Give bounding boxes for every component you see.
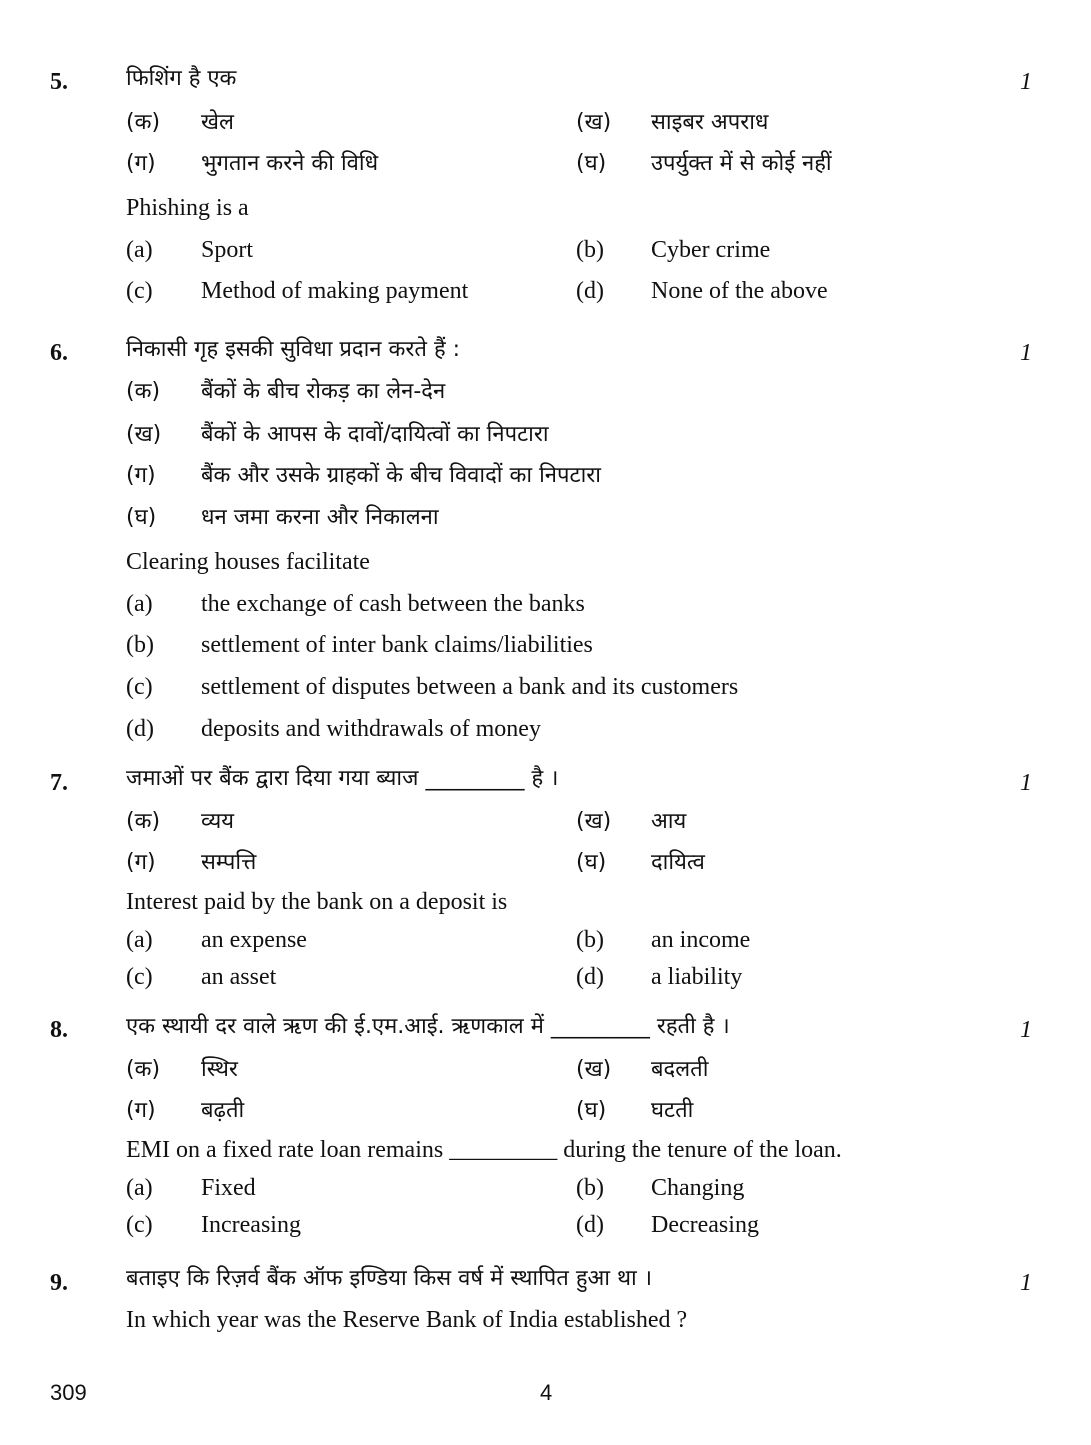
question-stem-english: Interest paid by the bank on a deposit is — [126, 889, 508, 915]
option-text: खेल — [201, 110, 234, 135]
question-stem-english: In which year was the Reserve Bank of India established ? — [126, 1307, 688, 1333]
option-label: (a) — [126, 1175, 153, 1201]
page-number: 4 — [540, 1380, 553, 1405]
option-label: (c) — [126, 964, 153, 990]
option-label: (क) — [126, 110, 161, 135]
option-label: (ग) — [126, 850, 156, 875]
option-label: (घ) — [576, 1098, 607, 1123]
option-label: (घ) — [576, 850, 607, 875]
option-text: बदलती — [651, 1057, 709, 1082]
paper-code: 309 — [50, 1380, 87, 1405]
option-label: (b) — [576, 237, 604, 263]
option-label: (घ) — [126, 505, 157, 530]
option-label: (d) — [576, 1212, 604, 1238]
option-text: Sport — [201, 237, 254, 263]
option-text: Decreasing — [651, 1212, 759, 1238]
option-label: (ख) — [576, 110, 612, 135]
option-label: (b) — [576, 1175, 604, 1201]
option-text: Changing — [651, 1175, 745, 1201]
option-text: the exchange of cash between the banks — [201, 591, 585, 617]
option-text: बैंक और उसके ग्राहकों के बीच विवादों का निपटारा — [201, 463, 601, 488]
question-stem-english: Phishing is a — [126, 195, 249, 221]
question-number: 9. — [50, 1270, 68, 1296]
option-label: (ख) — [126, 422, 162, 447]
option-label: (ग) — [126, 463, 156, 488]
question-stem-hindi: जमाओं पर बैंक द्वारा दिया गया ब्याज _________ है । — [126, 766, 559, 791]
option-text: दायित्व — [651, 850, 705, 875]
question-stem-hindi: बताइए कि रिज़र्व बैंक ऑफ इण्डिया किस वर्ष में स्थापित हुआ था । — [126, 1266, 653, 1291]
option-label: (d) — [126, 716, 154, 742]
option-text: settlement of disputes between a bank and its customers — [201, 674, 739, 700]
option-label: (घ) — [576, 151, 607, 176]
option-text: None of the above — [651, 278, 828, 304]
option-text: Increasing — [201, 1212, 301, 1238]
option-label: (ख) — [576, 809, 612, 834]
option-text: उपर्युक्त में से कोई नहीं — [651, 151, 832, 176]
option-text: an asset — [201, 964, 277, 990]
option-label: (क) — [126, 1057, 161, 1082]
option-text: deposits and withdrawals of money — [201, 716, 541, 742]
marks: 1 — [1020, 340, 1032, 366]
option-label: (c) — [126, 278, 153, 304]
marks: 1 — [1020, 1270, 1032, 1296]
option-text: Cyber crime — [651, 237, 771, 263]
question-stem-hindi: एक स्थायी दर वाले ऋण की ई.एम.आई. ऋणकाल में _________ रहती है । — [126, 1014, 730, 1039]
question-number: 6. — [50, 340, 68, 366]
option-text: व्यय — [201, 809, 235, 834]
marks: 1 — [1020, 69, 1032, 95]
option-label: (a) — [126, 591, 153, 617]
option-text: Fixed — [201, 1175, 256, 1201]
option-text: an expense — [201, 927, 307, 953]
option-label: (b) — [126, 632, 154, 658]
option-text: settlement of inter bank claims/liabilities — [201, 632, 593, 658]
question-number: 8. — [50, 1017, 68, 1043]
option-text: भुगतान करने की विधि — [201, 151, 379, 176]
option-text: सम्पत्ति — [201, 850, 257, 875]
option-label: (ग) — [126, 1098, 156, 1123]
option-text: घटती — [651, 1098, 694, 1123]
option-label: (ग) — [126, 151, 156, 176]
option-label: (ख) — [576, 1057, 612, 1082]
question-number: 7. — [50, 770, 68, 796]
option-text: बैंकों के बीच रोकड़ का लेन-देन — [201, 379, 446, 404]
option-text: आय — [651, 809, 687, 834]
option-text: Method of making payment — [201, 278, 469, 304]
option-label: (क) — [126, 809, 161, 834]
option-label: (b) — [576, 927, 604, 953]
option-label: (d) — [576, 964, 604, 990]
option-label: (क) — [126, 379, 161, 404]
question-number: 5. — [50, 69, 68, 95]
option-label: (c) — [126, 1212, 153, 1238]
question-stem-hindi: फिशिंग है एक — [126, 66, 237, 91]
question-stem-english: EMI on a fixed rate loan remains _________ during the tenure of the loan. — [126, 1137, 842, 1163]
option-label: (a) — [126, 927, 153, 953]
option-label: (a) — [126, 237, 153, 263]
option-text: स्थिर — [201, 1057, 238, 1082]
option-label: (d) — [576, 278, 604, 304]
question-stem-english: Clearing houses facilitate — [126, 549, 370, 575]
option-text: साइबर अपराध — [651, 110, 769, 135]
marks: 1 — [1020, 770, 1032, 796]
option-text: an income — [651, 927, 751, 953]
option-text: a liability — [651, 964, 743, 990]
option-label: (c) — [126, 674, 153, 700]
option-text: धन जमा करना और निकालना — [201, 505, 439, 530]
option-text: बढ़ती — [201, 1098, 245, 1123]
marks: 1 — [1020, 1017, 1032, 1043]
option-text: बैंकों के आपस के दावों/दायित्वों का निपटारा — [201, 422, 549, 447]
question-stem-hindi: निकासी गृह इसकी सुविधा प्रदान करते हैं : — [126, 337, 461, 362]
